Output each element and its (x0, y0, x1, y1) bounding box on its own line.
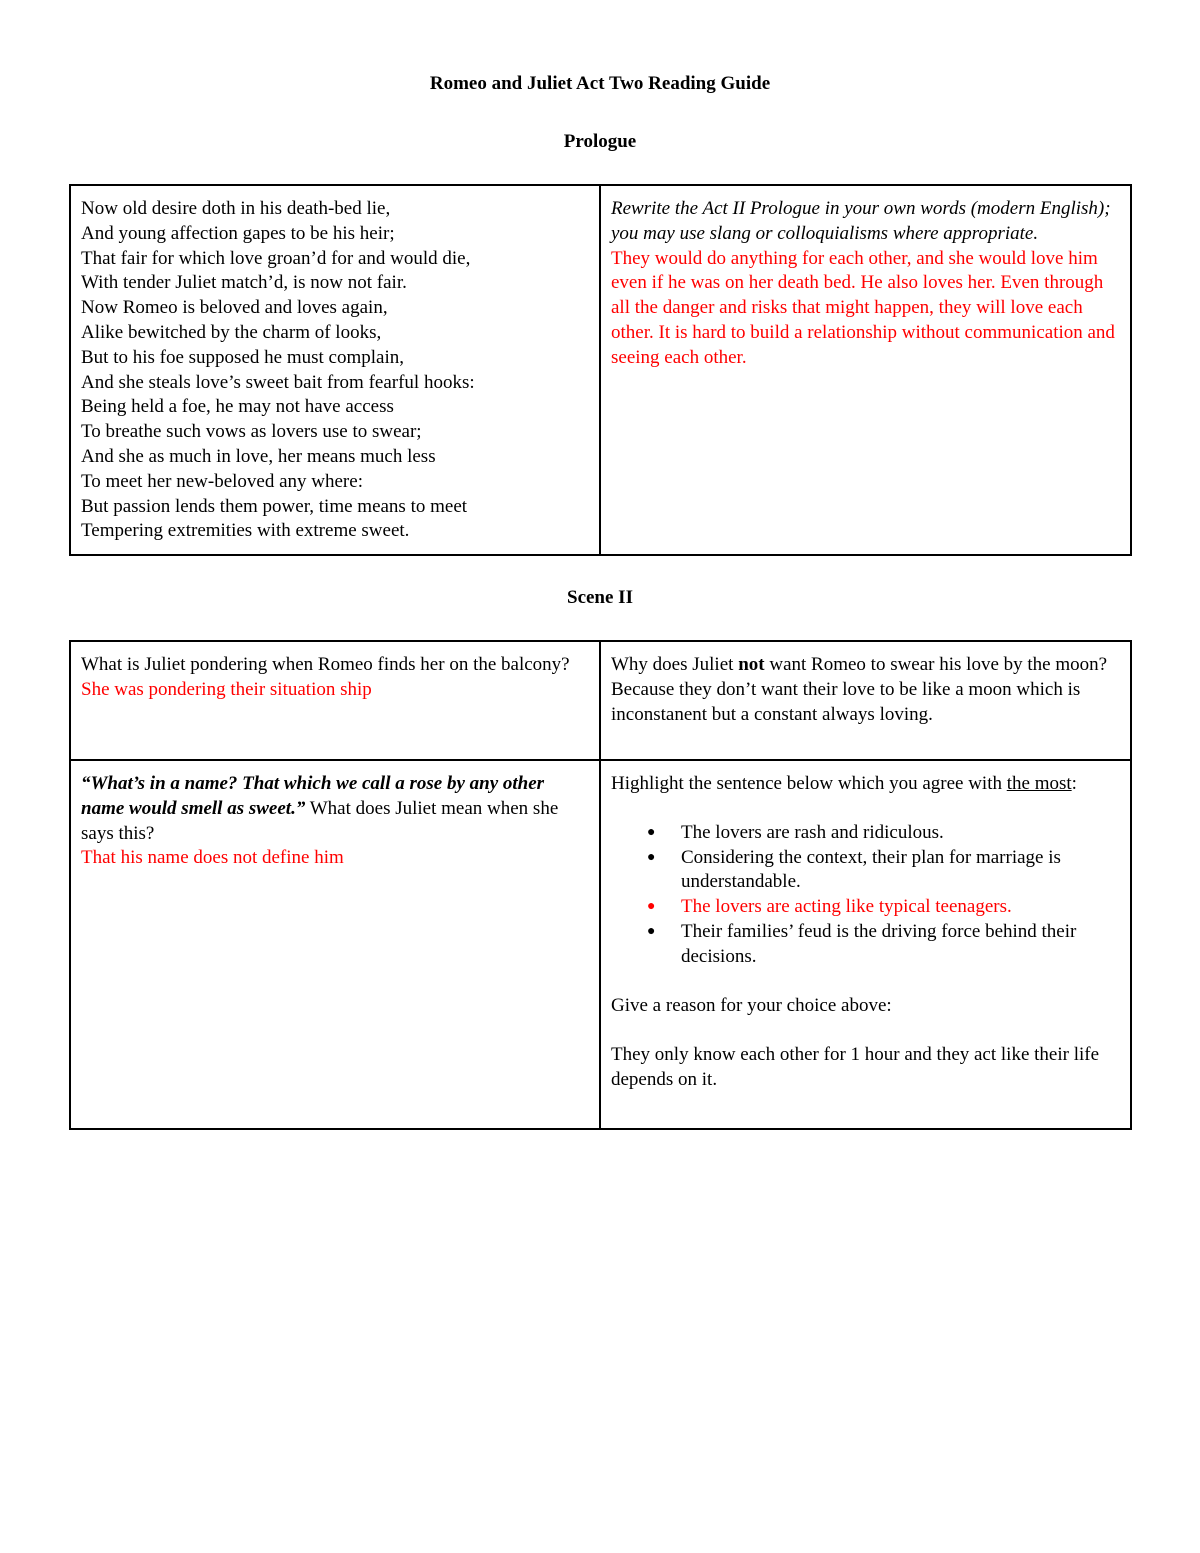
rewrite-prompt: Rewrite the Act II Prologue in your own words (modern English); you may use slang or colloquialisms where appropriate. (611, 198, 1111, 244)
choice-item[interactable] (611, 846, 1120, 896)
bullet-icon: ● (647, 849, 656, 865)
reason-answer[interactable]: They only know each other for 1 hour and they act like their life depends on it. (611, 1044, 1100, 1090)
poem-line: Alike bewitched by the charm of looks, (81, 321, 382, 343)
rewrite-answer[interactable]: They would do anything for each other, and she would love him even if he was on her death bed. He also loves her. Even through all the danger and risks that might happen, they will love each other. It is hard to build a relationship without communication and seeing each other. (611, 247, 1115, 368)
emphasis-not: not (738, 654, 765, 675)
answer-text[interactable]: She was pondering their situation ship (81, 678, 372, 700)
spacer (611, 1018, 1120, 1043)
bullet-icon: ● (647, 899, 656, 915)
poem-line: That fair for which love groan’d for and would die, (81, 247, 471, 269)
question-text (611, 653, 1120, 678)
question-text (81, 772, 589, 846)
scene-ii-row-2 (70, 760, 1131, 1129)
bullet-icon: ● (647, 824, 656, 840)
question-text-part: want Romeo to swear his love by the moon? (764, 654, 1108, 675)
scene-ii-row-1 (70, 641, 1131, 760)
choice-item[interactable] (611, 920, 1120, 970)
poem-line: Now Romeo is beloved and loves again, (81, 297, 388, 319)
choice-text: Considering the context, their plan for marriage is understandable. (681, 846, 1061, 893)
question-cell-highlight (600, 760, 1131, 1129)
rose-quote: “What’s in a name? That which we call a rose by any other name would smell as sweet.” (81, 773, 545, 819)
choice-list (611, 821, 1120, 970)
document-title: Romeo and Juliet Act Two Reading Guide (429, 73, 771, 94)
bullet-icon: ● (647, 923, 656, 939)
question-cell-rose-quote (70, 760, 600, 1129)
instruction-text: Highlight the sentence below which you agree with (611, 773, 1007, 794)
highlight-instruction (611, 772, 1120, 797)
poem-line: And she steals love’s sweet bait from fearful hooks: (81, 371, 475, 393)
choice-item-selected[interactable] (611, 895, 1120, 920)
poem-line: But passion lends them power, time means to meet (81, 495, 468, 517)
question-text-part: What does Juliet mean when she says this? (81, 797, 559, 844)
poem-line: To meet her new-beloved any where: (81, 470, 363, 492)
prologue-rewrite-cell (600, 185, 1131, 555)
poem-line: And young affection gapes to be his heir; (81, 222, 395, 244)
instruction-text: : (1071, 773, 1077, 794)
choice-item[interactable] (611, 821, 1120, 846)
answer-text[interactable]: Because they don’t want their love to be like a moon which is inconstanent but a constant always loving. (611, 678, 1081, 725)
poem-line: To breathe such vows as lovers use to swear; (81, 421, 422, 443)
scene-ii-table (69, 640, 1132, 1130)
prologue-table (69, 184, 1132, 556)
poem-line: Now old desire doth in his death-bed lie, (81, 198, 391, 219)
prologue-heading: Prologue (563, 131, 637, 152)
question-cell-moon (600, 641, 1131, 760)
question-text-part: Why does Juliet (611, 654, 739, 675)
scene-ii-heading: Scene II (567, 587, 633, 608)
answer-text[interactable]: That his name does not define him (81, 847, 344, 869)
poem-line: But to his foe supposed he must complain, (81, 346, 404, 368)
prologue-row (70, 185, 1131, 555)
poem-line: Tempering extremities with extreme sweet. (81, 520, 410, 542)
reason-prompt: Give a reason for your choice above: (611, 994, 892, 1016)
choice-text: The lovers are acting like typical teenagers. (681, 896, 1012, 918)
choice-text: Their families’ feud is the driving force behind their decisions. (681, 920, 1077, 967)
question-text: What is Juliet pondering when Romeo finds her on the balcony? (81, 654, 570, 675)
prologue-poem-cell (70, 185, 600, 555)
poem-line: Being held a foe, he may not have access (81, 396, 394, 418)
choice-text: The lovers are rash and ridiculous. (681, 821, 944, 843)
poem-line: And she as much in love, her means much less (81, 445, 436, 467)
question-cell-balcony (70, 641, 600, 760)
instruction-underlined: the most (1006, 773, 1072, 794)
poem-line: With tender Juliet match’d, is now not fair. (81, 272, 407, 294)
